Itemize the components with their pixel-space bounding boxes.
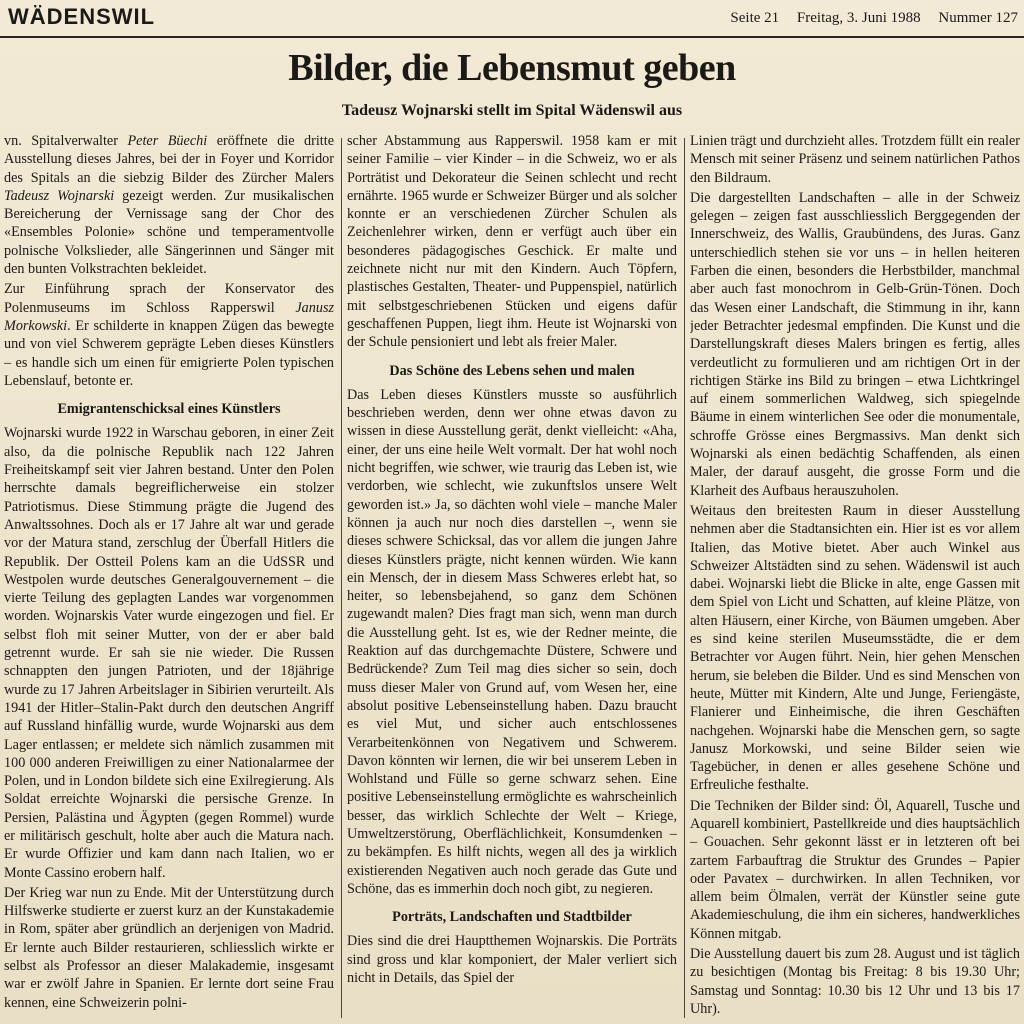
paragraph: vn. Spitalverwalter Peter Büechi eröffnete die dritte Ausstellung dieses Jahres, bei der in Foyer und Korridor des Spitals an die siebzig Bilder des Zürcher Malers Tadeusz Wojnarski gezeigt werden. Zur musikalischen Bereicherung der Vernissage sang der Chor des «Ensembles Polonie» schöne und temperamentvolle polnische Volkslieder, alle Sängerinnen und Sänger mit den bunten Volkstrachten bekleidet. [4,133,334,278]
paragraph: Der Krieg war nun zu Ende. Mit der Unterstützung durch Hilfswerke studierte er zuerst kurz an der Kunstakademie in Rom, später aber gründlich an derjenigen von Madrid. Er lernte auch Bilder restaurieren, schliesslich wirkte er selbst als Professor an dieser Malakademie, insgesamt war er zwölf Jahre in Spanien. Er lernte dort seine Frau kennen, eine Schweizerin polni- [4,884,334,1011]
paragraph: Die dargestellten Landschaften – alle in der Schweiz gelegen – zeigen fast ausschliesslich Berggegenden der Innerschweiz, des Wallis, Graubündens, des Juras. Ganz unterschiedlich stehen sie vor uns – in hellen heiteren Farben die einen, besonders die Herbstbilder, manchmal aber auch fast monochrom in Gelb-Grün-Tönen. Doch das Wesen einer Landschaft, die Stimmung in ihr, kann jeder Betrachter jedesmal empfinden. Die Kunst und die Darstellungskraft dieses Malers bringen es fertig, alles verdeutlicht zu formulieren und am richtigen Ort in der richtigen Stärke ins Bild zu bringen – etwa Lichtkringel auf einem sommerlichen Waldweg, sich spiegelnde Bäume in einem winterlichen See oder die monumentale, schroffe Grösse eines Bergmassivs. Man denkt sich Wojnarski als einen bedächtig Schaffenden, als einen Maler, der darauf ausgeht, die grosse Form und die Klarheit des Aufbaus herauszuholen. [690,189,1020,499]
article-headline: Bilder, die Lebensmut geben [288,47,736,89]
person-name: Tadeusz Wojnarski [4,187,115,204]
paragraph: scher Abstammung aus Rapperswil. 1958 kam er mit seiner Familie – vier Kinder – in die Schweiz, wo er als Porträtist und Dekorateur die Seinen schlecht und recht ernährte. 1965 wurde er Schweizer Bürger und als solcher konnte er an verschiedenen Zürcher Schulen als Zeichenlehrer wirken, denn er verfügt auch über ein besonderes pädagogisches Geschick. Er malte und zeichnete nicht nur mit den Kindern. Auch Töpfern, plastisches Gestalten, Theater- und Puppenspiel, natürlich mit selbstgeschriebenen Stücken und eigens dafür geschaffenen Puppen, liegt ihm. Heute ist Wojnarski von der Schule pensioniert und lebt als freier Maler. [347,133,677,351]
issue-number: Nummer 127 [938,10,1018,26]
person-name: Janusz Morkowski [4,299,334,334]
paragraph: Weitaus den breitesten Raum in dieser Ausstellung nehmen aber die Stadtansichten ein. Hier ist es vor allem Italien, das Motive bietet. Aber auch Winkel aus Schweizer Altstädten sind zu sehen. Wädenswil ist auch dabei. Wojnarski liebt die Blicke in alte, enge Gassen mit dem Spiel von Licht und Schatten, auf kleine Plätze, von alten Häusern, einer Kirche, von Bäumen umgeben. Aber es sind keine sterilen Museumsstädte, die er dem Betrachter vor Augen führt. Nein, hier gehen Menschen herum, sie beleben die Bilder. Und es sind Menschen von heute, Mütter mit Kindern, Alte und Junge, Feriengäste, Flanierer und Einheimische, die ihren Geschäften nachgehen. Wojnarski habe die Menschen gern, so sagte Janusz Morkowski, und seine Bilder seien wie Tagebücher, in denen er alles gesehene Schöne und Erfreuliche festhalte. [690,502,1020,794]
paragraph: Das Leben dieses Künstlers musste so ausführlich beschrieben werden, denn wer ohne etwas davon zu wissen in diese Ausstellung gerät, denkt vielleicht: «Aha, einer, der uns eine heile Welt vormalt. Der hat wohl noch nicht begriffen, wie schwer, wie traurig das Leben ist, wie verdorben, wie schlecht, wie zukunftslos unsere Welt geworden ist.» Ja, so dächten wohl viele – manche Maler können ja auch nur noch dies darstellen –, wenn sie dieses schwere Schicksal, das vor allem die jungen Jahre dieses Künstlers prägte, nicht kennen würden. Wie kann ein Mensch, der in diesem Mass Schweres erlebt hat, so heiter, so lebensbejahend, so ganz dem Schönen zugewandt malen? Dies fragt man sich, wenn man durch die Ausstellung geht. Ist es, wie der Redner meinte, die Reaktion auf das durchgemachte Düstere, Schwere und Bedrückende? Zum Teil mag dies sicher so sein, doch muss dieser Maler von Grund auf, vom Wesen her, eine absolut positive Lebenseinstellung haben. Dazu braucht es viel Mut, und sicher auch entschlossenes Verarbeitenkönnen von Negativem und Schwerem. Davon könnten wir lernen, die wir bei unserem Leben in Wohlstand und Fülle so gerne schwarz sehen. Eine positive Lebenseinstellung ermöglichte es wahrscheinlich besser, das wirklich Schlechte der Welt – Kriege, Umweltzerstörung, Oberflächlichkeit, Konsumdenken – zu bekämpfen. Es hilft nichts, wegen all des ja wirklich existierenden Negativen auch noch gerade das Gute und Schöne, das es immerhin doch noch gibt, zu negieren. [347,386,677,897]
paragraph: Linien trägt und durchzieht alles. Trotzdem füllt ein realer Mensch mit seiner Präsenz und seinem natürlichen Pathos den Bildraum. [690,133,1020,186]
paragraph: Zur Einführung sprach der Konservator des Polenmuseums im Schloss Rapperswil Janusz Morkowski. Er schilderte in knappen Zügen das bewegte und von viel Schwerem geprägte Leben dieses Künstlers – es handle sich um einen für emigrierte Polen typischen Lebenslauf, betonte er. [4,281,334,389]
column-1 [4,132,334,1022]
section-heading: Porträts, Landschaften und Stadtbilder [392,909,632,926]
issue-date: Freitag, 3. Juni 1988 [796,10,921,26]
masthead [0,0,1024,38]
paragraph: Die Techniken der Bilder sind: Öl, Aquarell, Tusche und Aquarell kombiniert, Pastellkreide und dies hauptsächlich – Gouachen. Sehr gekonnt lässt er in letzteren oft bei zartem Farbauftrag die Struktur des Grundes – Papier oder Pavatex – durchwirken. In allen Techniken, vor allem beim Ölmalen, verrät der Künstler seine gute Akademieschulung, die ihm ein sicheres, handwerkliches Können mitgab. [690,797,1020,942]
article-body [4,132,1020,1022]
page-number: Seite 21 [730,10,780,26]
section-name: WÄDENSWIL [8,4,156,29]
person-name: Peter Büechi [127,133,208,149]
column-3 [690,132,1020,1022]
article-subhead: Tadeusz Wojnarski stellt im Spital Wädenswil aus [341,102,683,119]
column-2 [347,132,677,1022]
column-divider [684,138,685,1018]
paragraph: Die Ausstellung dauert bis zum 28. August und ist täglich zu besichtigen (Montag bis Freitag: 8 bis 19.30 Uhr; Samstag und Sonntag: 10.30 bis 12 Uhr und 13 bis 17 Uhr). [690,946,1020,1017]
section-heading: Das Schöne des Lebens sehen und malen [389,362,635,379]
column-divider [341,138,342,1018]
issue-meta [716,10,1018,27]
paragraph: Dies sind die drei Hauptthemen Wojnarskis. Die Porträts sind gross und klar komponiert, der Maler verliert sich nicht in Details, das Spiel der [347,933,677,987]
paragraph: Wojnarski wurde 1922 in Warschau geboren, in einer Zeit also, da die polnische Republik nach 122 Jahren Freiheitskampf seit vier Jahren bestand. Unter den Polen herrschte damals begreiflicherweise ein stolzer Patriotismus. Diese Stimmung prägte die Jugend des Anwaltssohnes. Doch als er 17 Jahre alt war und gerade vor der Matura stand, zerschlug der Überfall Hitlers die Republik. Der Ostteil Polens kam an die UdSSR und Westpolen wurde deutsches Generalgouvernement – die vierte Teilung des geplagten Landes war vorgenommen worden. Wojnarskis Vater wurde eingezogen und fiel. Er selbst floh mit seiner Mutter, von der er aber bald getrennt wurde. Er sah sie nie wieder. Die Russen schnappten den jungen Patrioten, und der 18jährige wurde zu 17 Jahren Arbeitslager in Sibirien verurteilt. Als 1941 der Hitler–Stalin-Pakt durch den deutschen Angriff auf Russland hinfällig wurde, wurde Wojnarski aus dem Lager entlassen; er meldete sich nämlich zusammen mit 100 000 anderen Freiwilligen zu einer Nationalarmee der Polen, und in London bildete sich eine Exilregierung. Als Soldat erreichte Wojnarski die persische Grenze. In Persien, Palästina und Ägypten (gegen Rommel) wurde er militärisch geschult, holte aber auch die Matura nach. Er wurde Offizier und kam dann nach Italien, wo er Monte Cassino erobern half. [4,425,334,881]
section-heading: Emigrantenschicksal eines Künstlers [57,401,281,418]
